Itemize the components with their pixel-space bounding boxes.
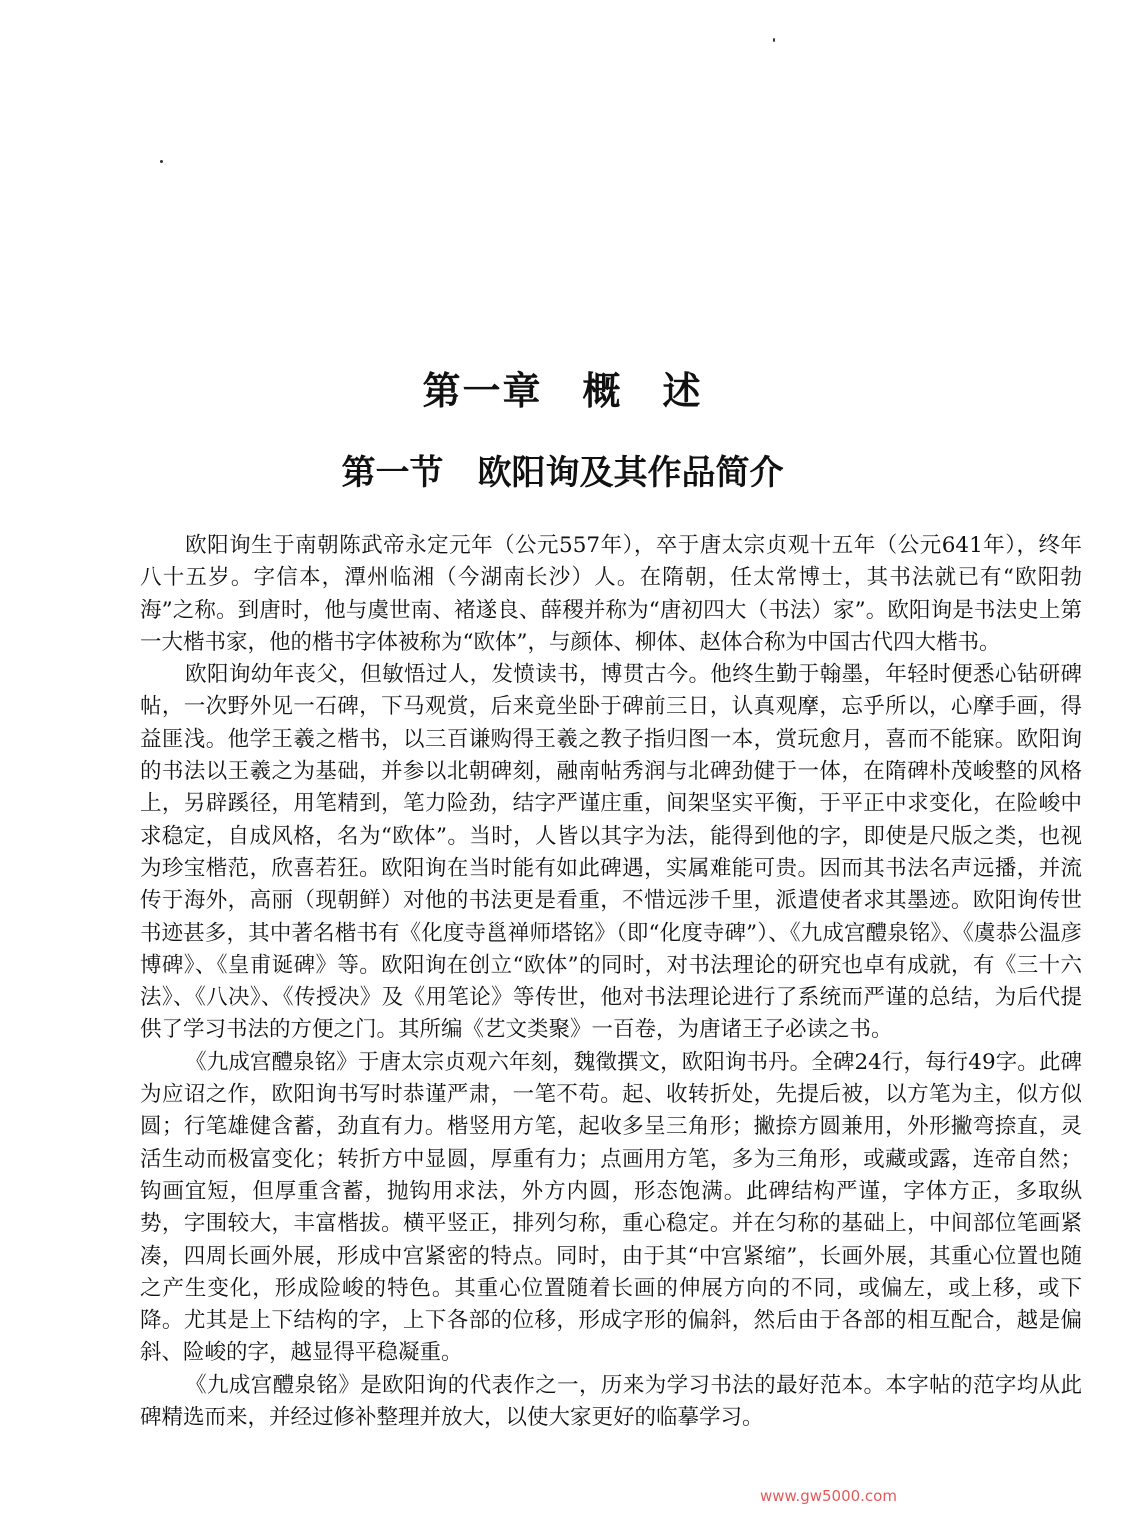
paragraph: 欧阳询幼年丧父，但敏悟过人，发愤读书，博贯古今。他终生勤于翰墨，年轻时便悉心钻研碑帖，一次野外见一石碑，下马观赏，后来竟坐卧于碑前三日，认真观摩，忘乎所以，心摩手画，得益匪浅。他学王羲之楷书，以三百谦购得王羲之教子指归图一本，赏玩愈月，喜而不能寐。欧阳询的书法以王羲之为基础，并参以北朝碑刻，融南帖秀润与北碑劲健于一体，在隋碑朴茂峻整的风格上，另辟蹊径，用笔精到，笔力险劲，结字严谨庄重，间架坚实平衡，于平正中求变化，在险峻中求稳定，自成风格，名为“欧体”。当时，人皆以其字为法，能得到他的字，即使是尺版之类，也视为珍宝楷范，欣喜若狂。欧阳询在当时能有如此碑遇，实属难能可贵。因而其书法名声远播，并流传于海外，高丽（现朝鲜）对他的书法更是看重，不惜远涉千里，派遣使者求其墨迹。欧阳询传世书迹甚多，其中著名楷书有《化度寺邕禅师塔铭》（即“化度寺碑”）、《九成宫醴泉铭》、《虞恭公温彦博碑》、《皇甫诞碑》等。欧阳询在创立“欧体”的同时，对书法理论的研究也卓有成就，有《三十六法》、《八决》、《传授决》及《用笔论》等传世，他对书法理论进行了系统而严谨的总结，为后代提供了学习书法的方便之门。其所编《艺文类聚》一百卷，为唐诸王子必读之书。 <box>140 662 1082 1043</box>
scan-speck <box>160 160 163 163</box>
body-text <box>140 530 1082 1434</box>
section-title: 第一节 欧阳询及其作品简介 <box>341 453 784 493</box>
watermark: www.gw5000.com <box>760 1487 897 1505</box>
chapter-title: 第一章 概 述 <box>422 369 703 413</box>
scan-speck <box>773 38 775 42</box>
paragraph: 《九成宫醴泉铭》是欧阳询的代表作之一，历来为学习书法的最好范本。本字帖的范字均从此碑精选而来，并经过修补整理并放大，以使大家更好的临摹学习。 <box>140 1372 1082 1431</box>
paragraph: 欧阳询生于南朝陈武帝永定元年（公元557年），卒于唐太宗贞观十五年（公元641年），终年八十五岁。字信本，潭州临湘（今湖南长沙）人。在隋朝，任太常博士，其书法就已有“欧阳勃海”之称。到唐时，他与虞世南、褚遂良、薛稷并称为“唐初四大（书法）家”。欧阳询是书法史上第一大楷书家，他的楷书字体被称为“欧体”，与颜体、柳体、赵体合称为中国古代四大楷书。 <box>140 533 1082 655</box>
paragraph: 《九成宫醴泉铭》于唐太宗贞观六年刻，魏徵撰文，欧阳询书丹。全碑24行，每行49字。此碑为应诏之作，欧阳询书写时恭谨严肃，一笔不苟。起、收转折处，先提后被，以方笔为主，似方似圆；行笔雄健含蓄，劲直有力。楷竖用方笔，起收多呈三角形；撇捺方圆兼用，外形撇弯捺直，灵活生动而极富变化；转折方中显圆，厚重有力；点画用方笔，多为三角形，或藏或露，连帝自然；钩画宜短，但厚重含蓄，抛钩用求法，外方内圆，形态饱满。此碑结构严谨，字体方正，多取纵势，字围较大，丰富楷拔。横平竖正，排列匀称，重心稳定。并在匀称的基础上，中间部位笔画紧凑，四周长画外展，形成中宫紧密的特点。同时，由于其“中宫紧缩”，长画外展，其重心位置也随之产生变化，形成险峻的特色。其重心位置随着长画的伸展方向的不同，或偏左，或上移，或下降。尤其是上下结构的字，上下各部的位移，形成字形的偏斜，然后由于各部的相互配合，越是偏斜、险峻的字，越显得平稳凝重。 <box>140 1049 1082 1366</box>
